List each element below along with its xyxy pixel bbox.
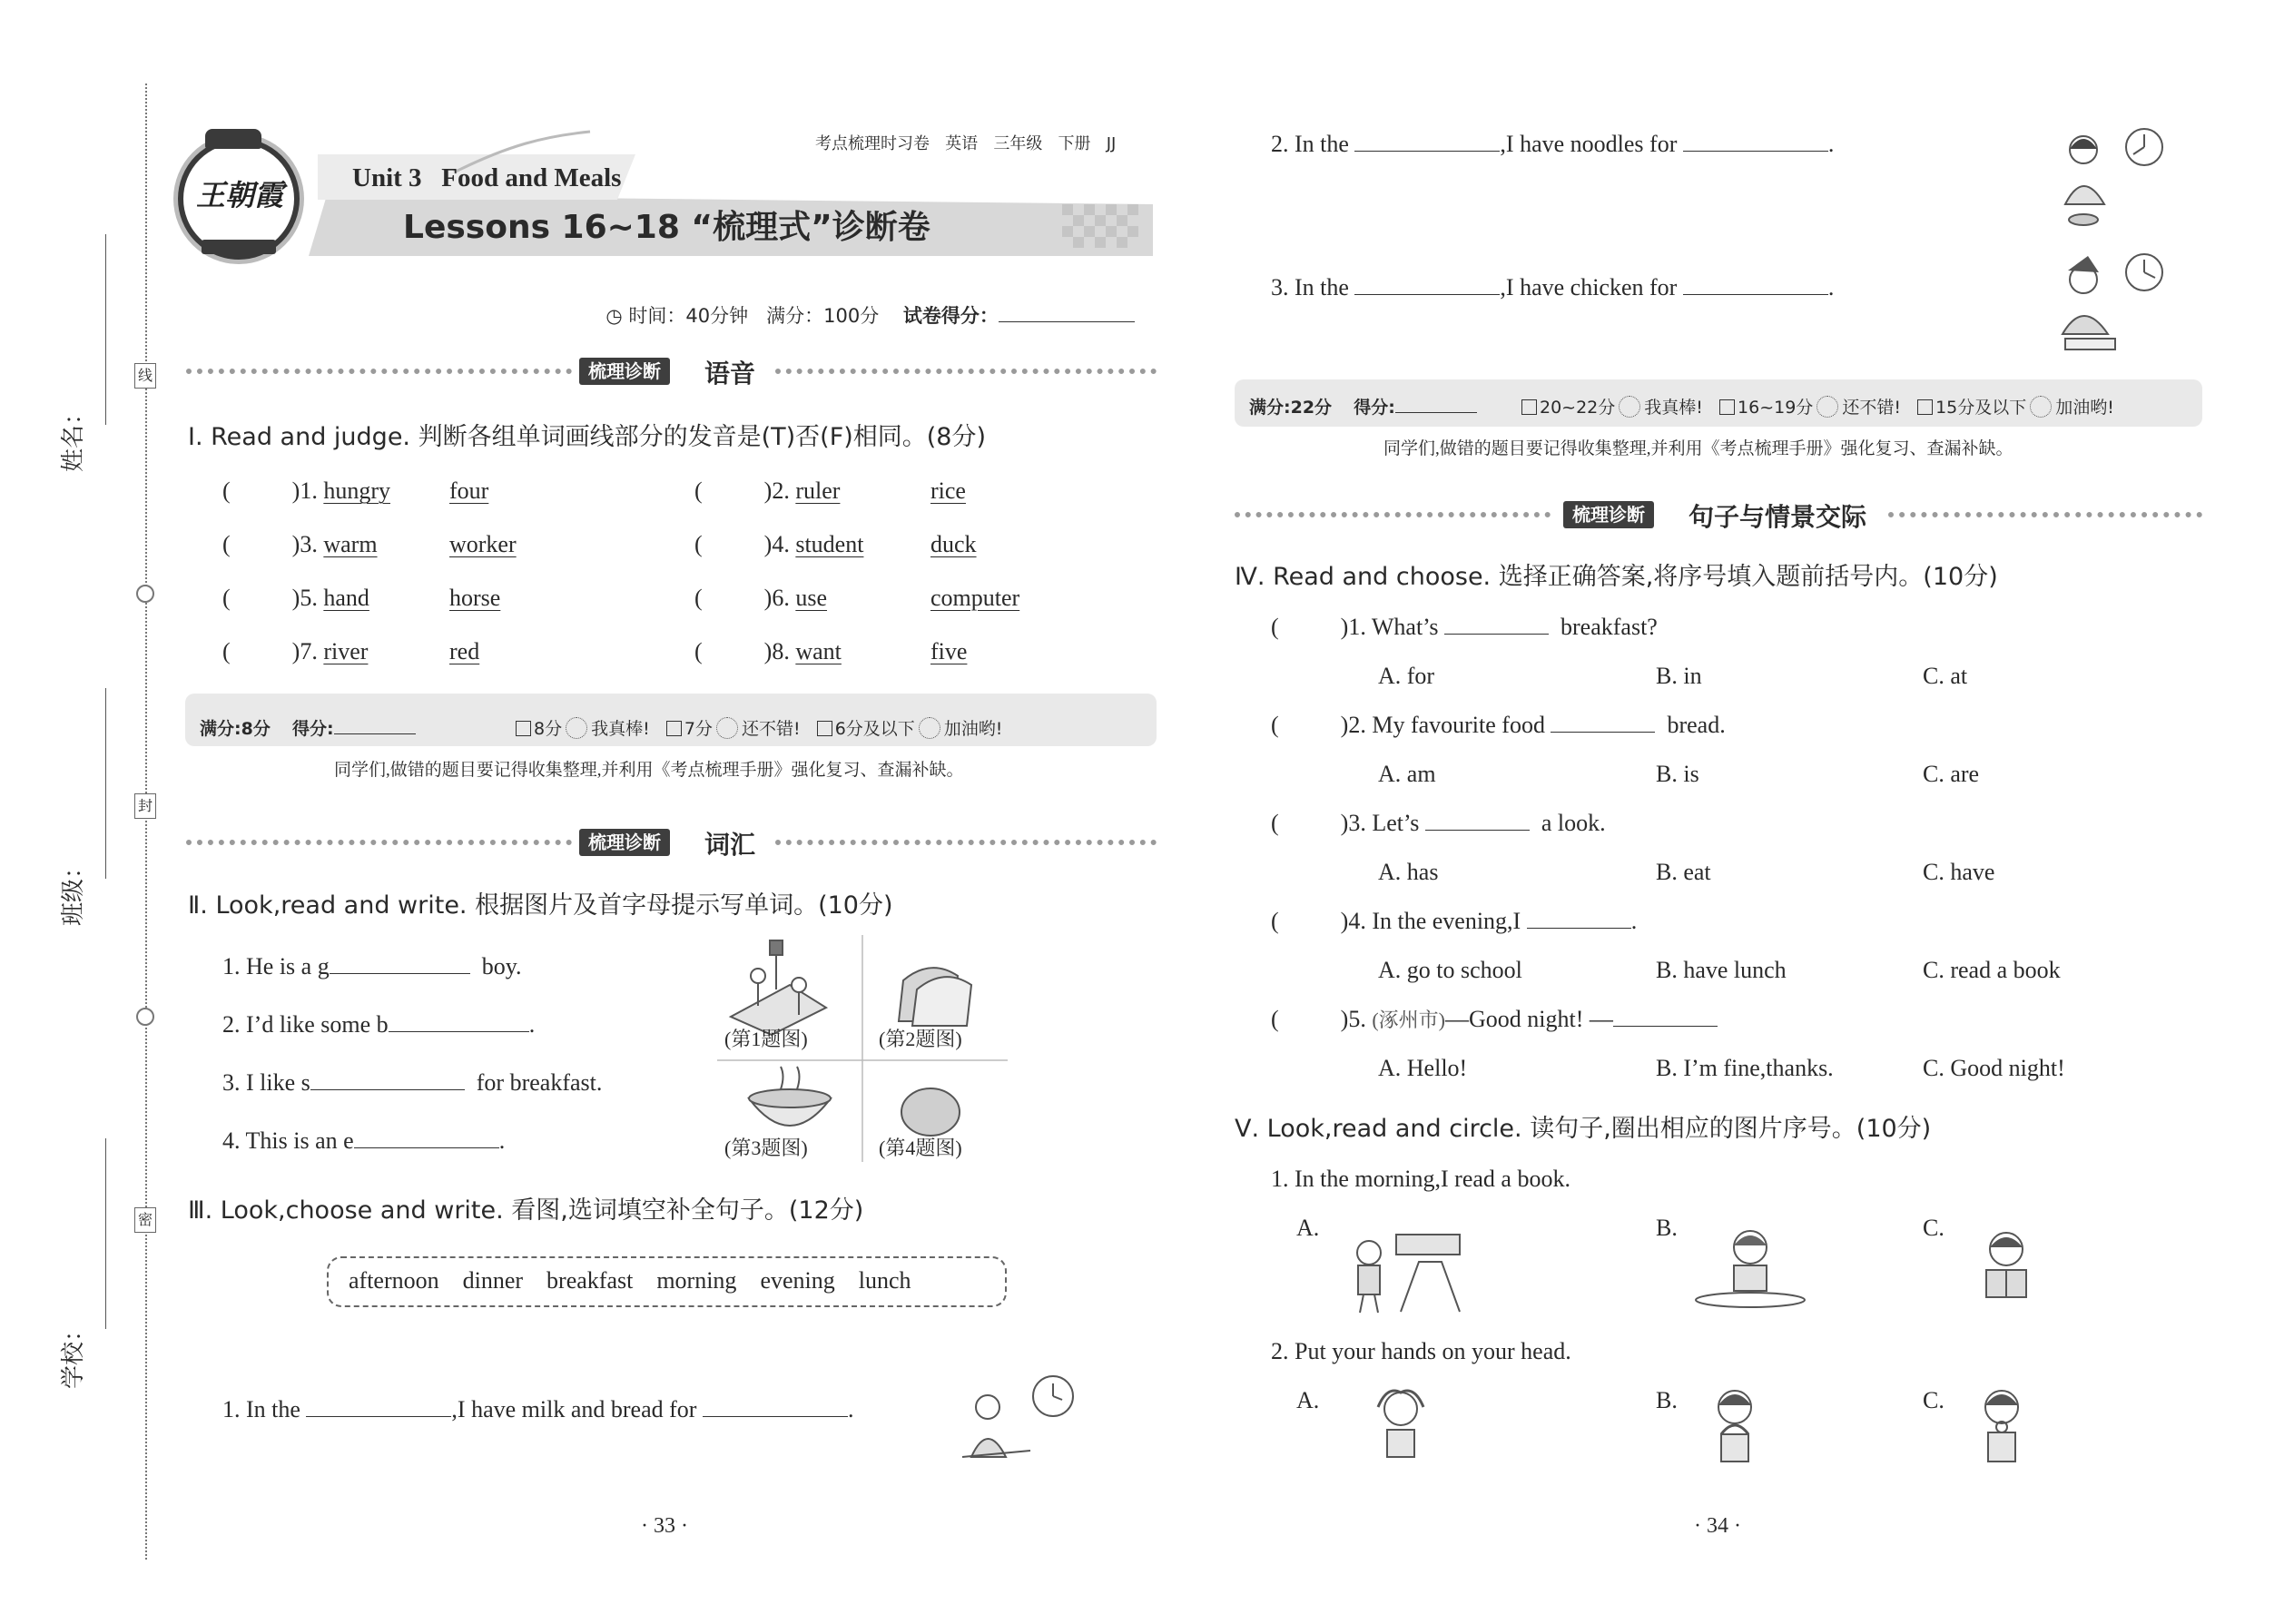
school-label: 学校： [60,1317,87,1389]
q1-item: ( )8. want [694,638,842,664]
answer-blank[interactable] [310,1068,465,1090]
section-pill: 梳理诊断 [579,829,670,856]
q5-option[interactable]: C. [1923,1215,1944,1241]
section-pill: 梳理诊断 [1563,501,1654,528]
word-option: evening [760,1267,835,1294]
section-pill: 梳理诊断 [579,358,670,385]
answer-blank[interactable] [1527,906,1631,929]
series-tag: 考点梳理时习卷 [815,134,930,153]
q4-option[interactable]: B. is [1656,761,1699,787]
q1-word: four [449,477,489,504]
q1-word: computer [930,585,1020,611]
word-option: dinner [462,1267,524,1294]
score-bar-2-field[interactable] [1395,396,1477,413]
q2-item: 1. He is a g boy. [222,953,522,979]
q3-picture-1 [944,1371,1080,1471]
score-bar-2-tiers: 20~22分 我真棒! 16~19分 还不错! 15分及以下 加油哟! [1521,396,2114,419]
q4-option[interactable]: C. Good night! [1923,1055,2065,1081]
q5-item: 1. In the morning,I read a book. [1271,1166,1570,1192]
answer-blank[interactable] [1354,129,1500,152]
q2-caption: (第4题图) [879,1137,962,1159]
q4-item: ( )4. In the evening,I . [1271,908,1638,934]
q3-item: 1. In the ,I have milk and bread for . [222,1396,854,1422]
q4-option[interactable]: C. at [1923,663,1968,689]
unit-title: Unit 3 Food and Meals [352,163,622,192]
q4-option[interactable]: B. have lunch [1656,957,1787,983]
q2-item: 2. I’d like some b . [222,1011,536,1038]
score-bar-1-tiers: 8分 我真棒! 7分 还不错! 6分及以下 加油哟! [516,717,1002,741]
q4-item: ( )1. What’s breakfast? [1271,614,1658,640]
q4-item: ( )3. Let’s a look. [1271,810,1606,836]
answer-blank[interactable] [330,951,470,974]
q1-item: ( )2. ruler [694,477,841,504]
q1-item: ( )4. student [694,531,864,557]
q2-item: 4. This is an e . [222,1127,506,1154]
q4-option[interactable]: A. for [1378,663,1435,689]
name-label: 姓名： [60,400,87,472]
time-info: ◷ 时间：40分钟 满分：100分 试卷得分： [594,278,1135,329]
section-rule-left [186,369,572,374]
q4-option[interactable]: A. has [1378,859,1439,885]
q5-title: Ⅴ. Look,read and circle. 读句子,圈出相应的图片序号。(10分) [1235,1115,1932,1143]
bind-char-2: 封 [134,793,156,819]
q1-word: rice [930,477,966,504]
q5-picture-1b [1687,1220,1814,1311]
checkbox-tier-2[interactable] [1719,399,1735,415]
answer-blank[interactable] [306,1394,451,1417]
q5-item: 2. Put your hands on your head. [1271,1338,1571,1364]
q5-picture-1a [1333,1225,1469,1316]
q5-option[interactable]: A. [1296,1387,1320,1413]
q4-option[interactable]: B. I’m fine,thanks. [1656,1055,1834,1081]
answer-blank[interactable] [389,1009,529,1032]
q4-option[interactable]: C. are [1923,761,1980,787]
q1-item: ( )5. hand [222,585,369,611]
q3-picture-2 [2043,118,2170,236]
checkbox-tier-1[interactable] [516,721,531,736]
section-rule-right [775,369,1157,374]
q4-option[interactable]: B. in [1656,663,1702,689]
clock-icon: ◷ [605,305,623,327]
answer-blank[interactable] [1551,710,1655,733]
answer-blank[interactable] [1683,129,1828,152]
review-tip-2: 同学们,做错的题目要记得收集整理,并利用《考点梳理手册》强化复习、查漏补缺。 [1383,439,2013,458]
q2-item: 3. I like s for breakfast. [222,1069,603,1096]
q3-picture-3 [2043,243,2170,370]
q2-caption: (第3题图) [724,1137,808,1159]
q5-option[interactable]: A. [1296,1215,1320,1241]
q4-item: ( )2. My favourite food bread. [1271,712,1726,738]
score-field[interactable] [999,300,1135,322]
q1-item: ( )6. use [694,585,828,611]
binding-line [145,84,147,1560]
answer-blank[interactable] [354,1126,499,1148]
score-bar-1-text: 满分:8分 得分: [200,717,416,741]
q3-title: Ⅲ. Look,choose and write. 看图,选词填空补全句子。(12分) [188,1196,864,1225]
score-bar-2-text: 满分:22分 得分: [1249,396,1477,419]
answer-blank[interactable] [1444,612,1549,635]
q5-picture-2b [1685,1380,1785,1471]
q4-item: ( )5. (涿州市)—Good night! — [1271,1004,1718,1036]
checkbox-tier-3[interactable] [1917,399,1933,415]
q4-option[interactable]: C. have [1923,859,1995,885]
section-sentences: 句子与情景交际 [1689,502,1867,532]
section-rule-left [1235,512,1551,517]
margin-dot-1 [136,585,154,603]
q5-picture-1c [1952,1220,2061,1311]
section-phonics: 语音 [704,359,756,389]
smiley-icon [716,717,738,739]
q5-picture-2a [1351,1380,1451,1471]
bind-char-3: 密 [134,1207,156,1233]
smiley-icon [1816,396,1838,418]
q4-option[interactable]: C. read a book [1923,957,2061,983]
word-option: afternoon [349,1267,439,1294]
word-option: morning [656,1267,737,1294]
answer-blank[interactable] [1683,272,1828,295]
word-option: breakfast [546,1267,634,1294]
smiley-icon [1619,396,1640,418]
series-tag-line [815,131,1116,154]
word-bank-words [349,1265,911,1296]
score-label: 试卷得分： [902,305,999,327]
answer-blank[interactable] [1425,808,1530,831]
section-rule-right [1888,512,2202,517]
q4-option[interactable]: B. eat [1656,859,1711,885]
section-rule-left [186,840,572,845]
answer-blank[interactable] [1354,272,1500,295]
page-number-left: · 33 · [641,1514,688,1538]
smiley-icon [919,717,940,739]
q3-item: 3. In the ,I have chicken for . [1271,274,1835,300]
section-vocab: 词汇 [704,830,756,860]
checkbox-tier-3[interactable] [817,721,832,736]
q1-word: horse [449,585,501,611]
answer-blank[interactable] [703,1394,848,1417]
subject: 英语 [945,134,979,153]
q1-word: red [449,638,480,664]
q1-word: duck [930,531,977,557]
class-field-line[interactable] [105,688,106,879]
q1-word: worker [449,531,517,557]
q5-picture-2c [1952,1380,2052,1471]
q4-title: Ⅳ. Read and choose. 选择正确答案,将序号填入题前括号内。(10分) [1235,563,1998,591]
q1-item: ( )1. hungry [222,477,391,504]
q4-option[interactable]: A. go to school [1378,957,1522,983]
q5-option[interactable]: B. [1656,1387,1678,1413]
grade: 三年级 [993,134,1043,153]
checkbox-tier-2[interactable] [666,721,682,736]
name-field-line[interactable] [105,234,106,425]
smiley-icon [2030,396,2052,418]
volume: 下册 [1058,134,1091,153]
class-label: 班级： [60,854,87,926]
checkbox-tier-1[interactable] [1521,399,1537,415]
logo-crown [205,129,261,149]
logo-text: 王朝霞 [195,179,283,212]
q4-option[interactable]: A. Hello! [1378,1055,1468,1081]
edition: JJ [1106,134,1117,153]
q1-title: Ⅰ. Read and judge. 判断各组单词画线部分的发音是(T)否(F)相同。(8分) [188,423,987,451]
review-tip-1: 同学们,做错的题目要记得收集整理,并利用《考点梳理手册》强化复习、查漏补缺。 [334,761,964,780]
section-rule-right [775,840,1157,845]
region-tag: (涿州市) [1372,1009,1445,1031]
smiley-icon [566,717,587,739]
q4-option[interactable]: A. am [1378,761,1436,787]
score-bar-1-field[interactable] [334,717,416,734]
word-option: lunch [858,1267,911,1294]
q5-option[interactable]: C. [1923,1387,1944,1413]
q3-item: 2. In the ,I have noodles for . [1271,131,1835,157]
q1-item: ( )7. river [222,638,369,664]
bind-char-1: 线 [134,363,156,389]
logo-ribbon [202,240,276,254]
answer-blank[interactable] [1613,1004,1718,1027]
school-field-line[interactable] [105,1138,106,1329]
q5-option[interactable]: B. [1656,1215,1678,1241]
q1-item: ( )3. warm [222,531,378,557]
q1-word: five [930,638,968,664]
page-number-right: · 34 · [1694,1514,1741,1538]
q2-title: Ⅱ. Look,read and write. 根据图片及首字母提示写单词。(10分) [188,891,893,920]
lesson-title: Lessons 16~18 “梳理式”诊断卷 [403,209,930,246]
q2-caption: (第2题图) [879,1028,962,1050]
q2-caption: (第1题图) [724,1028,808,1050]
margin-dot-2 [136,1008,154,1026]
